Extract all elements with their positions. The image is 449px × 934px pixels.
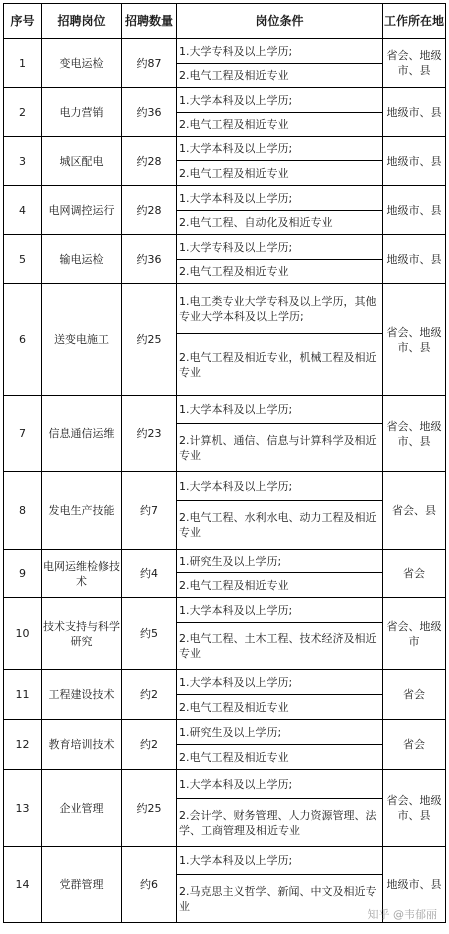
cell-condition-2: 2.电气工程及相近专业 — [177, 695, 383, 720]
table-row — [4, 88, 446, 113]
table-row — [4, 720, 446, 745]
cell-condition-2: 2.电气工程及相近专业 — [177, 573, 383, 598]
table-row — [4, 186, 446, 211]
cell-condition-1: 1.大学本科及以上学历; — [177, 396, 383, 424]
cell-count: 约6 — [122, 847, 177, 923]
cell-count: 约23 — [122, 396, 177, 472]
cell-post: 工程建设技术 — [42, 670, 122, 720]
cell-count: 约87 — [122, 39, 177, 88]
recruitment-table — [3, 3, 446, 923]
cell-condition-2: 2.马克思主义哲学、新闻、中文及相近专业 — [177, 875, 383, 923]
cell-location: 地级市、县 — [383, 137, 446, 186]
table-row — [4, 770, 446, 799]
cell-post: 城区配电 — [42, 137, 122, 186]
cell-count: 约36 — [122, 235, 177, 284]
cell-no: 10 — [4, 598, 42, 670]
cell-condition-2: 2.电气工程、自动化及相近专业 — [177, 211, 383, 235]
cell-location: 省会 — [383, 720, 446, 770]
cell-count: 约5 — [122, 598, 177, 670]
cell-condition-1: 1.大学本科及以上学历; — [177, 670, 383, 695]
cell-location: 省会、地级市 — [383, 598, 446, 670]
table-row — [4, 235, 446, 260]
cell-location: 省会、地级市、县 — [383, 39, 446, 88]
cell-condition-1: 1.大学专科及以上学历; — [177, 39, 383, 64]
cell-post: 技术支持与科学研究 — [42, 598, 122, 670]
table-row — [4, 472, 446, 501]
cell-condition-2: 2.电气工程、土木工程、技术经济及相近专业 — [177, 623, 383, 670]
cell-post: 输电运检 — [42, 235, 122, 284]
cell-location: 地级市、县 — [383, 847, 446, 923]
cell-no: 13 — [4, 770, 42, 847]
cell-condition-2: 2.电气工程及相近专业 — [177, 161, 383, 186]
table-row — [4, 598, 446, 623]
cell-condition-1: 1.大学本科及以上学历; — [177, 88, 383, 113]
cell-no: 2 — [4, 88, 42, 137]
cell-location: 地级市、县 — [383, 186, 446, 235]
cell-no: 3 — [4, 137, 42, 186]
cell-post: 教育培训技术 — [42, 720, 122, 770]
cell-no: 4 — [4, 186, 42, 235]
cell-post: 电力营销 — [42, 88, 122, 137]
header-location: 工作所在地 — [383, 4, 446, 39]
cell-condition-2: 2.电气工程及相近专业 — [177, 745, 383, 770]
cell-no: 5 — [4, 235, 42, 284]
cell-post: 电网调控运行 — [42, 186, 122, 235]
cell-post: 信息通信运维 — [42, 396, 122, 472]
cell-condition-1: 1.大学本科及以上学历; — [177, 847, 383, 875]
cell-no: 14 — [4, 847, 42, 923]
cell-post: 送变电施工 — [42, 284, 122, 396]
cell-condition-1: 1.大学专科及以上学历; — [177, 235, 383, 260]
cell-post: 变电运检 — [42, 39, 122, 88]
cell-location: 省会 — [383, 670, 446, 720]
table-row — [4, 550, 446, 573]
header-no: 序号 — [4, 4, 42, 39]
table-row — [4, 670, 446, 695]
cell-post: 党群管理 — [42, 847, 122, 923]
header-row — [4, 4, 446, 39]
cell-location: 省会、地级市、县 — [383, 770, 446, 847]
cell-location: 省会 — [383, 550, 446, 598]
cell-count: 约7 — [122, 472, 177, 550]
header-post: 招聘岗位 — [42, 4, 122, 39]
cell-no: 1 — [4, 39, 42, 88]
cell-count: 约25 — [122, 284, 177, 396]
cell-condition-1: 1.研究生及以上学历; — [177, 720, 383, 745]
cell-no: 7 — [4, 396, 42, 472]
table-body — [4, 39, 446, 923]
table-row — [4, 39, 446, 64]
cell-condition-2: 2.电气工程及相近专业，机械工程及相近专业 — [177, 334, 383, 396]
cell-condition-2: 2.电气工程及相近专业 — [177, 260, 383, 284]
cell-condition-1: 1.大学本科及以上学历; — [177, 186, 383, 211]
cell-condition-1: 1.大学本科及以上学历; — [177, 472, 383, 501]
cell-post: 企业管理 — [42, 770, 122, 847]
cell-condition-1: 1.大学本科及以上学历; — [177, 137, 383, 161]
cell-location: 地级市、县 — [383, 88, 446, 137]
cell-count: 约28 — [122, 186, 177, 235]
cell-location: 省会、县 — [383, 472, 446, 550]
table-row — [4, 284, 446, 334]
cell-location: 省会、地级市、县 — [383, 284, 446, 396]
cell-condition-1: 1.大学本科及以上学历; — [177, 598, 383, 623]
cell-condition-2: 2.电气工程、水利水电、动力工程及相近专业 — [177, 501, 383, 550]
header-count: 招聘数量 — [122, 4, 177, 39]
watermark: 知乎 @韦郁丽 — [367, 908, 437, 921]
cell-condition-1: 1.电工类专业大学专科及以上学历，其他专业大学本科及以上学历; — [177, 284, 383, 334]
cell-no: 12 — [4, 720, 42, 770]
table-row — [4, 847, 446, 875]
cell-no: 8 — [4, 472, 42, 550]
cell-count: 约4 — [122, 550, 177, 598]
cell-count: 约25 — [122, 770, 177, 847]
cell-no: 6 — [4, 284, 42, 396]
cell-condition-2: 2.电气工程及相近专业 — [177, 113, 383, 137]
cell-condition-2: 2.电气工程及相近专业 — [177, 64, 383, 88]
cell-condition-1: 1.大学本科及以上学历; — [177, 770, 383, 799]
cell-post: 发电生产技能 — [42, 472, 122, 550]
cell-location: 省会、地级市、县 — [383, 396, 446, 472]
cell-condition-2: 2.会计学、财务管理、人力资源管理、法学、工商管理及相近专业 — [177, 799, 383, 847]
cell-location: 地级市、县 — [383, 235, 446, 284]
cell-count: 约2 — [122, 670, 177, 720]
cell-count: 约36 — [122, 88, 177, 137]
cell-condition-2: 2.计算机、通信、信息与计算科学及相近专业 — [177, 424, 383, 472]
header-conditions: 岗位条件 — [177, 4, 383, 39]
cell-condition-1: 1.研究生及以上学历; — [177, 550, 383, 573]
table-row — [4, 137, 446, 161]
cell-count: 约28 — [122, 137, 177, 186]
cell-no: 9 — [4, 550, 42, 598]
cell-count: 约2 — [122, 720, 177, 770]
cell-no: 11 — [4, 670, 42, 720]
cell-post: 电网运维检修技术 — [42, 550, 122, 598]
table-row — [4, 396, 446, 424]
